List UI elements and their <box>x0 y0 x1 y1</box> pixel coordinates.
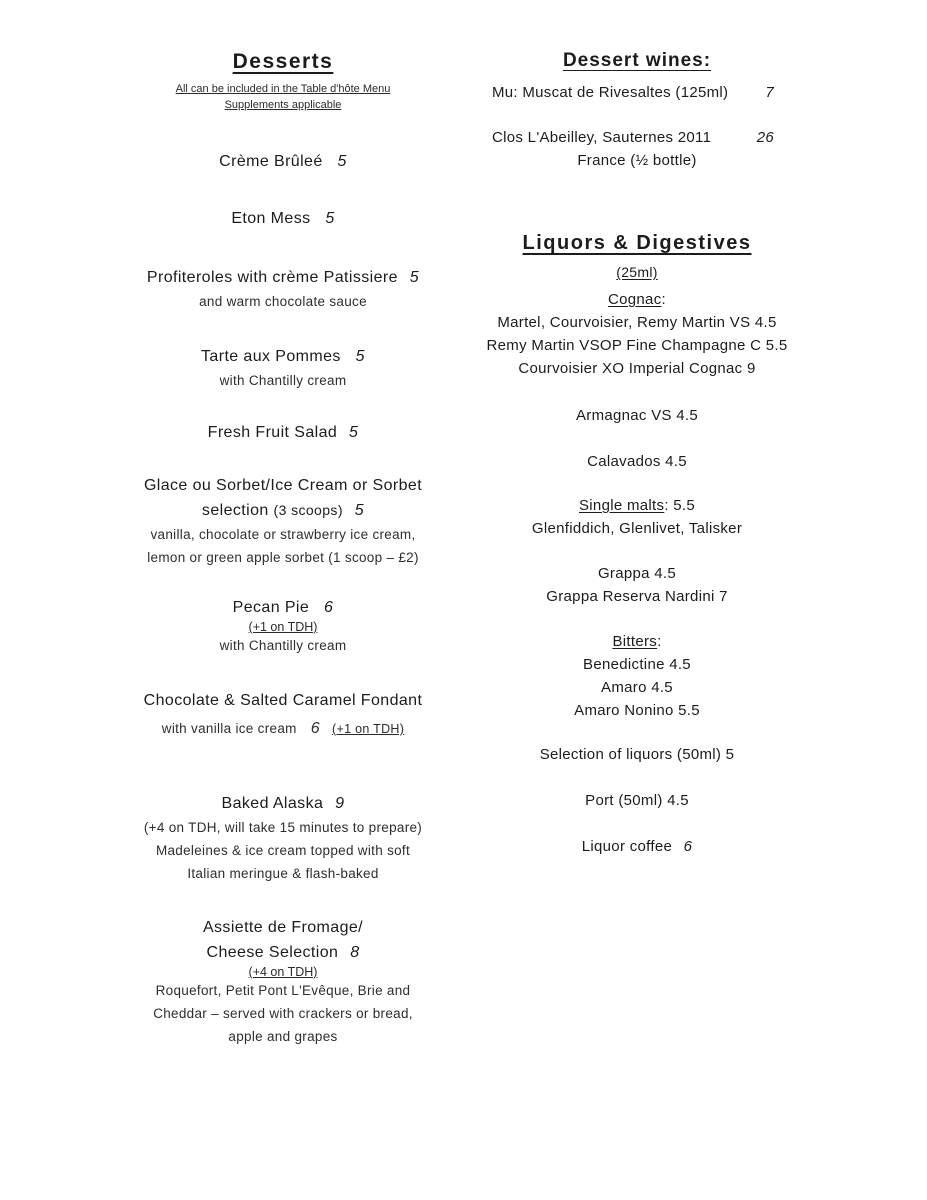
wine-row-muscat <box>472 82 802 104</box>
item-name: Chocolate & Salted Caramel Fondant <box>143 692 423 709</box>
item-price: 6 <box>683 838 693 855</box>
item-description-line <box>100 717 466 741</box>
item-price: 5 <box>349 424 359 441</box>
item-tdh-note: (+4 on TDH) <box>248 965 318 979</box>
item-name: Tarte aux Pommes <box>201 348 341 365</box>
item-tdh-note: (+1 on TDH) <box>332 722 405 736</box>
cognac-colon: : <box>661 291 666 308</box>
wine-price: 26 <box>756 129 774 146</box>
item-tdh-note: (+4 on TDH, will take 15 minutes to prepare) <box>143 820 423 835</box>
grappa-group <box>472 562 802 608</box>
drinks-column <box>472 50 802 858</box>
item-name: Eton Mess <box>231 210 311 227</box>
grappa-line-1: Grappa 4.5 <box>597 565 677 582</box>
item-price: 5 <box>355 348 365 365</box>
item-fresh-fruit-salad <box>100 420 466 445</box>
desserts-note-line-2: Supplements applicable <box>224 99 342 111</box>
bitters-colon: : <box>657 633 662 650</box>
item-baked-alaska <box>100 791 466 885</box>
item-description-2: lemon or green apple sorbet (1 scoop – £2) <box>147 550 419 565</box>
single-malts-heading <box>472 494 802 517</box>
item-name-line-2 <box>100 940 466 965</box>
item-price: 5 <box>325 210 335 227</box>
item-creme-brulee <box>100 149 466 174</box>
single-malts-group <box>472 494 802 540</box>
cognac-line-1: Martel, Courvoisier, Remy Martin VS 4.5 <box>497 314 777 331</box>
item-name-line-1: Glace ou Sorbet/Ice Cream or Sorbet <box>143 477 423 494</box>
desserts-title: Desserts <box>232 50 334 73</box>
cognac-group <box>472 288 802 380</box>
item-name: Pecan Pie <box>232 599 310 616</box>
liquors-title: Liquors & Digestives <box>522 232 752 254</box>
desserts-notes <box>100 81 466 113</box>
item-name-line <box>100 344 466 369</box>
selection-of-liquors-line: Selection of liquors (50ml) 5 <box>539 746 735 763</box>
item-description-2: Italian meringue & flash-baked <box>187 866 379 881</box>
item-price: 5 <box>409 269 420 286</box>
item-eton-mess <box>100 206 466 231</box>
calvados-line: Calavados 4.5 <box>587 453 687 470</box>
armagnac-line: Armagnac VS 4.5 <box>575 407 699 424</box>
item-name-line <box>100 265 466 290</box>
wine-price: 7 <box>765 84 774 101</box>
item-name: Profiteroles with crème Patissiere <box>146 269 398 286</box>
item-name-line-2 <box>100 498 466 523</box>
item-pecan-pie <box>100 595 466 657</box>
single-malts-label: Single malts <box>579 497 665 514</box>
item-portion: (3 scoops) <box>273 502 343 518</box>
item-description-1: vanilla, chocolate or strawberry ice cream, <box>150 527 416 542</box>
item-price: 6 <box>324 599 334 616</box>
liquor-coffee-line <box>472 835 802 858</box>
item-name: selection <box>201 502 269 519</box>
liquors-measure: (25ml) <box>616 264 658 280</box>
item-description-3: apple and grapes <box>228 1029 338 1044</box>
item-description-1: Roquefort, Petit Pont L'Evêque, Brie and <box>155 983 411 998</box>
item-price: 8 <box>350 944 360 961</box>
desserts-note-line-1: All can be included in the Table d'hôte Menu <box>175 83 391 95</box>
wine-origin: France (½ bottle) <box>577 152 697 169</box>
item-tdh-note: (+1 on TDH) <box>248 620 318 634</box>
grappa-line-2: Grappa Reserva Nardini 7 <box>546 588 728 605</box>
item-name: Crème Brûleé <box>219 153 323 170</box>
wine-name-line <box>472 127 802 149</box>
item-price: 6 <box>310 720 320 737</box>
item-name: Cheese Selection <box>206 944 339 961</box>
item-description: with vanilla ice cream <box>161 721 297 736</box>
item-price: 9 <box>335 795 345 812</box>
item-description: and warm chocolate sauce <box>199 294 367 309</box>
port-line: Port (50ml) 4.5 <box>585 792 689 809</box>
item-glace-sorbet <box>100 473 466 569</box>
bitters-label: Bitters <box>612 633 658 650</box>
cognac-heading <box>472 288 802 311</box>
bitters-line-1: Benedictine 4.5 <box>583 656 691 673</box>
item-name: Baked Alaska <box>221 795 324 812</box>
item-description-2: Cheddar – served with crackers or bread, <box>153 1006 413 1021</box>
item-name-line <box>100 791 466 816</box>
bitters-heading <box>472 630 802 653</box>
item-fondant <box>100 688 466 741</box>
item-price: 5 <box>337 153 347 170</box>
cognac-line-3: Courvoisier XO Imperial Cognac 9 <box>518 360 756 377</box>
single-malts-price: : 5.5 <box>664 497 695 514</box>
bitters-line-3: Amaro Nonino 5.5 <box>574 702 700 719</box>
bitters-group <box>472 630 802 722</box>
item-cheese-selection <box>100 915 466 1048</box>
cognac-line-2: Remy Martin VSOP Fine Champagne C 5.5 <box>486 337 788 354</box>
wine-name: Mu: Muscat de Rivesaltes (125ml) <box>492 84 729 101</box>
wine-name: Clos L'Abeilley, Sauternes 2011 <box>492 129 712 146</box>
item-name: Fresh Fruit Salad <box>207 424 338 441</box>
desserts-column <box>100 50 466 1048</box>
item-profiteroles <box>100 265 466 313</box>
dessert-wines-title: Dessert wines: <box>562 50 712 71</box>
wine-row-sauternes <box>472 127 802 172</box>
single-malts-brands: Glenfiddich, Glenlivet, Talisker <box>531 520 743 537</box>
item-name-line-1: Assiette de Fromage/ <box>202 919 364 936</box>
item-name: Liquor coffee <box>581 838 673 855</box>
item-price: 5 <box>354 502 365 519</box>
item-tarte-aux-pommes <box>100 344 466 392</box>
bitters-line-2: Amaro 4.5 <box>601 679 673 696</box>
item-description: with Chantilly cream <box>219 638 347 653</box>
item-name-line <box>100 595 466 620</box>
item-description: with Chantilly cream <box>219 373 347 388</box>
cognac-label: Cognac <box>608 291 662 308</box>
item-description-1: Madeleines & ice cream topped with soft <box>155 843 411 858</box>
